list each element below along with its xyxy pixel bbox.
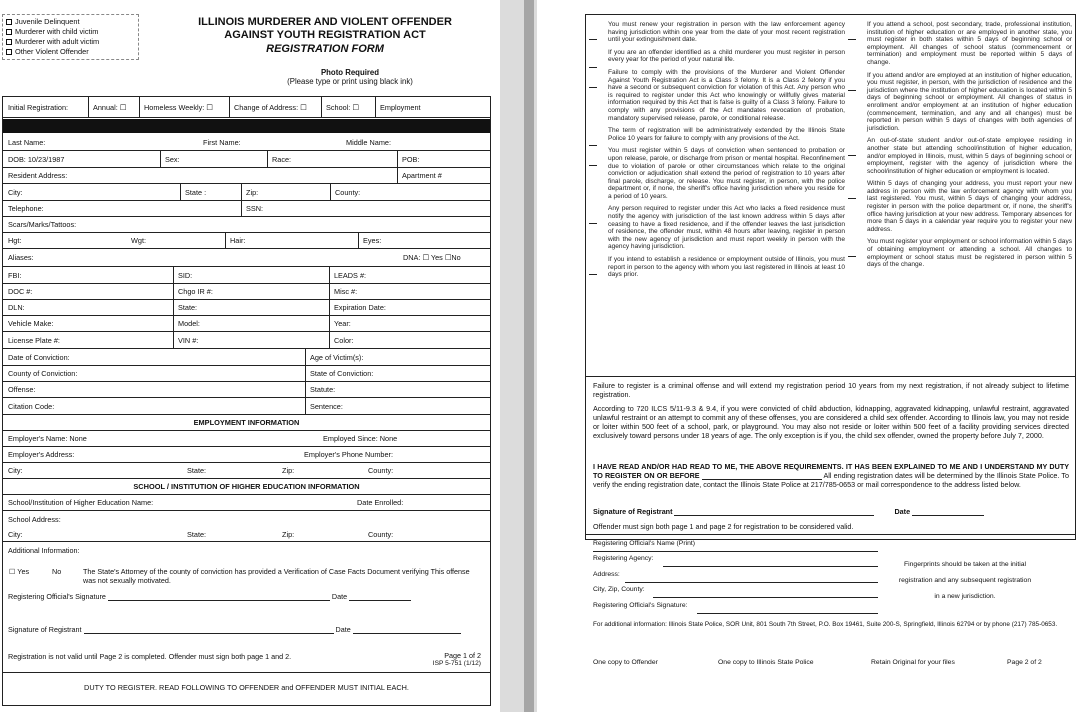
- title-line-1: ILLINOIS MURDERER AND VIOLENT OFFENDER: [198, 16, 452, 28]
- last-name-field[interactable]: Last Name:: [8, 137, 46, 147]
- verification-statement: The State's Attorney of the county of conviction has provided a Verification of Case Facts Document verifying This offense was not sexually motivated.: [83, 567, 470, 585]
- employer-city-row: [3, 463, 490, 479]
- doc-row: [3, 284, 490, 300]
- date-enrolled-field[interactable]: Date Enrolled:: [357, 498, 404, 507]
- offense-field[interactable]: Offense:: [8, 385, 36, 394]
- failure-to-register-text: Failure to register is a criminal offense and will extend my registration period 10 years from my next registration, if not already subject to lifetime registration.: [593, 381, 1069, 399]
- chgo-ir-field[interactable]: Chgo IR #:: [178, 287, 213, 296]
- employed-since-field[interactable]: Employed Since: None: [323, 434, 398, 443]
- black-separator-bar: [3, 119, 490, 133]
- employment-option[interactable]: Employment: [380, 102, 421, 112]
- registrant-signature-label: Signature of Registrant: [593, 507, 673, 516]
- fingerprints-note: Fingerprints should be taken at the initial registration and any subsequent registration in a new jurisdiction.: [898, 561, 1032, 600]
- requirements-left-column: [608, 21, 845, 284]
- checkbox-icon[interactable]: [6, 29, 12, 35]
- ssn-field[interactable]: SSN:: [246, 204, 264, 213]
- registrant-signature-line: [8, 625, 461, 634]
- registering-agency-input[interactable]: [663, 566, 878, 567]
- vin-field[interactable]: VIN #:: [178, 335, 199, 345]
- checkbox-icon[interactable]: [6, 19, 12, 25]
- requirement-item: An out-of-state student and/or out-of-state employee residing in another state but attending school/institution of higher education, and/or employed in Illinois, must, within 5 days of beginning school or employment, register with the agency of jurisdiction where the school/institution of higher education or employment is located.: [867, 137, 1072, 175]
- acknowledgement-text: [593, 462, 1069, 489]
- doc-field[interactable]: DOC #:: [8, 287, 33, 296]
- sex-field[interactable]: Sex:: [165, 154, 180, 164]
- change-of-address-option[interactable]: Change of Address: ☐: [234, 102, 307, 112]
- vehicle-row: [3, 316, 490, 332]
- title-line-2: AGAINST YOUTH REGISTRATION ACT: [224, 29, 426, 41]
- requirement-item: If you attend and/or are employed at an institution of higher education, you must register, in person, with the jurisdiction of residence and the jurisdiction where the institution of higher education is located within 5 days of beginning school or employment. All changes of status in enrollment and/or employment at an institution of higher education (commencement, termination, and any and all changes) must be reported in person within 5 days of changes with both agencies of jurisdiction.: [867, 72, 1072, 133]
- conviction-date-row: [3, 349, 490, 366]
- acknowledgement-detail: All ending registration dates will be determined by the Illinois State Police. To verify the ending registration date, contact the Illinois State Police at 217/785-0653 or mail correspondence to the address listed below.: [593, 471, 1070, 489]
- vehicle-make-field[interactable]: Vehicle Make:: [8, 319, 54, 328]
- requirement-item: Failure to comply with the provisions of the Murderer and Violent Offender Against Youth Registration Act is a Class 3 felony. It is a Class 2 felony if you have a second or subsequent conviction for violation of this Act. Any person who is required to register under this Act who knowingly or willfully gives material information required by this Act that is false is guilty of a Class 3 felony. Failure to comply with any provisions of the Act mandates revocation of probation, mandatory supervised release, parole, or conditional release.: [608, 69, 845, 122]
- school-city-field[interactable]: City:: [8, 529, 23, 539]
- category-option[interactable]: Murderer with child victim: [6, 27, 135, 37]
- requirement-item: If you attend a school, post secondary, trade, professional institution, institution of higher education or are employed in another state, you must register in both states within 5 days of beginning school or employment. All changes of school status (commencement or termination) and employment must be reported within 5 days of change.: [867, 21, 1072, 67]
- school-section-heading: SCHOOL / INSTITUTION OF HIGHER EDUCATION INFORMATION: [133, 482, 360, 491]
- employer-address-field[interactable]: Employer's Address:: [8, 450, 75, 459]
- checkbox-icon[interactable]: [6, 39, 12, 45]
- school-heading-row: [3, 479, 490, 495]
- dob-row: [3, 151, 490, 168]
- scars-field[interactable]: Scars/Marks/Tattoos:: [8, 220, 77, 229]
- address-label: Address:: [593, 571, 620, 578]
- school-address-field[interactable]: School Address:: [8, 514, 61, 524]
- official-name-input[interactable]: [593, 551, 878, 552]
- official-signature-label: Registering Official's Signature:: [593, 602, 688, 609]
- scars-row: [3, 217, 490, 233]
- homeless-weekly-option[interactable]: Homeless Weekly: ☐: [144, 102, 213, 112]
- form-title: [150, 16, 500, 56]
- ids-row: [3, 267, 490, 284]
- requirement-item: The term of registration will be administratively extended by the Illinois State Police 10 years for failure to comply with any provisions of the Act.: [608, 127, 845, 142]
- fbi-field[interactable]: FBI:: [8, 270, 22, 280]
- employer-state-field[interactable]: State:: [187, 466, 207, 475]
- requirement-item: Within 5 days of changing your address, you must report your new address in person with the law enforcement agency with whom you last registered. You must, within 5 days of changing your address, register in person with the police department or, if none, the sheriff's office having jurisdiction at your new address. Temporary absences for more than 5 days in a calendar year require you to register your new address.: [867, 180, 1072, 233]
- employment-heading-row: [3, 415, 490, 431]
- telephone-field[interactable]: Telephone:: [8, 204, 44, 213]
- verification-yes-option[interactable]: ☐ Yes: [9, 567, 30, 576]
- state-field[interactable]: State :: [185, 187, 207, 197]
- school-state-field[interactable]: State:: [187, 529, 207, 539]
- scrollbar[interactable]: [524, 0, 534, 712]
- page-number: Page 2 of 2: [1007, 659, 1042, 666]
- height-field[interactable]: Hgt:: [8, 236, 22, 245]
- annual-option[interactable]: Annual: ☐: [93, 102, 127, 112]
- photo-note: [200, 68, 500, 86]
- copy-to-offender: One copy to Offender: [593, 659, 658, 666]
- dln-row: [3, 300, 490, 316]
- license-plate-field[interactable]: License Plate #:: [8, 335, 60, 345]
- offense-row: [3, 382, 490, 398]
- dna-option[interactable]: DNA: ☐ Yes ☐No: [403, 253, 461, 262]
- ilcs-statute-text: According to 720 ILCS 5/11-9.3 & 9.4, if you were convicted of child abduction, kidnapping, aggravated kidnapping, unlawful restraint, aggravated unlawful restraint or an attempt to commit any of these offenses, you are considered a child sex offender. According to Illinois law, you may not reside or loiter within 500 feet of a school, park, or playground. You may also not reside or loiter within 500 feet of a facility providing services directed exclusively toward persons under 18 years of age. The only exception is if you, the child sex offender, owned the property before July 7, 2000.: [593, 404, 1069, 440]
- employer-zip-field[interactable]: Zip:: [282, 466, 295, 475]
- verification-no-option[interactable]: No: [52, 567, 62, 576]
- date-label: Date: [331, 592, 348, 601]
- aliases-row: [3, 249, 490, 267]
- requirement-item: Any person required to register under this Act who lacks a fixed residence must notify the agency with jurisdiction of the last known address within 5 days after ceasing to have a fixed residence, and if the offender leaves the last jurisdiction of residence, the offender must, within 48 hours after leaving, register in person with the new agency of jurisdiction and must report weekly in person with the agency having jurisdiction.: [608, 205, 845, 251]
- citation-row: [3, 398, 490, 415]
- model-field[interactable]: Model:: [178, 319, 200, 328]
- citation-code-field[interactable]: Citation Code:: [8, 401, 55, 411]
- registering-agency-label: Registering Agency:: [593, 555, 654, 562]
- section-divider: [585, 376, 1076, 377]
- school-county-field[interactable]: County:: [368, 529, 394, 539]
- requirement-item: You must register within 5 days of conviction when sentenced to probation or upon release, parole, or discharge from prison or mental hospital. Reconfinement due to violation of parole or other circumstances which relate to the original conviction or adjudication shall extend the period of registration to 10 years after final parole, discharge, or release. You must register, in person, with the police department or, if none, the sheriff's office having jurisdiction where you reside for a period of 10 years.: [608, 147, 845, 200]
- county-of-conviction-field[interactable]: County of Conviction:: [8, 369, 78, 378]
- statute-field[interactable]: Statute:: [310, 385, 336, 394]
- weight-field[interactable]: Wgt:: [131, 236, 146, 245]
- official-signature-line: [8, 592, 411, 601]
- requirement-item: If you are an offender identified as a child murderer you must register in person every year for the period of your natural life.: [608, 49, 845, 64]
- first-name-field[interactable]: First Name:: [203, 137, 241, 147]
- requirement-item: You must register your employment or school information within 5 days of obtaining employment or attending a school. All changes to employment or school status must be registered in person within 5 days of the change.: [867, 238, 1072, 268]
- county-field[interactable]: County:: [335, 187, 361, 197]
- form-page-1: [0, 0, 500, 712]
- requirement-item: You must renew your registration in person with the law enforcement agency having jurisdiction within one year from the date of your most recent registration until your extinguishment date.: [608, 21, 845, 44]
- registration-type-row: [3, 96, 490, 118]
- school-zip-field[interactable]: Zip:: [282, 529, 295, 539]
- requirement-item: If you intend to establish a residence or employment outside of Illinois, you must report in person to the agency with whom you last registered in Illinois at least 10 days prior.: [608, 256, 845, 279]
- race-field[interactable]: Race:: [272, 154, 292, 164]
- employer-name-field[interactable]: Employer's Name: None: [8, 434, 87, 443]
- employer-name-row: [3, 431, 490, 447]
- registration-form-grid: [2, 96, 491, 706]
- retain-original: Retain Original for your files: [871, 659, 955, 666]
- signature-date-input[interactable]: [912, 509, 984, 516]
- title-line-3: REGISTRATION FORM: [266, 43, 384, 55]
- registrant-signature-input[interactable]: [674, 509, 874, 516]
- ink-instruction: (Please type or print using black ink): [287, 77, 413, 86]
- misc-field[interactable]: Misc #:: [334, 287, 358, 296]
- date-of-conviction-field[interactable]: Date of Conviction:: [8, 352, 70, 362]
- validity-note: Registration is not valid until Page 2 is completed. Offender must sign both page 1 and 2.: [8, 652, 292, 661]
- school-option[interactable]: School: ☐: [326, 102, 359, 112]
- registrant-signature-input[interactable]: [84, 627, 334, 634]
- aliases-field[interactable]: Aliases:: [8, 253, 34, 262]
- acknowledgement-bold: I HAVE READ AND/OR HAD READ TO ME, THE ABOVE REQUIREMENTS. IT HAS BEEN EXPLAINED TO ME AND I UNDERSTAND MY DUTY TO REGISTER ON OR BEFORE: [593, 462, 1069, 480]
- dln-field[interactable]: DLN:: [8, 303, 25, 312]
- footer-divider: [3, 672, 490, 673]
- duty-to-register-heading: DUTY TO REGISTER. READ FOLLOWING TO OFFENDER and OFFENDER MUST INITIAL EACH.: [84, 683, 409, 692]
- dl-state-field[interactable]: State:: [178, 303, 198, 312]
- expiration-field[interactable]: Expiration Date:: [334, 303, 386, 312]
- official-signature-label: Registering Official's Signature: [8, 592, 106, 601]
- leads-field[interactable]: LEADS #:: [334, 270, 367, 280]
- city-row: [3, 184, 490, 201]
- city-zip-county-label: City, Zip, County:: [593, 586, 645, 593]
- date-label: Date: [335, 625, 351, 634]
- school-name-row: [3, 495, 490, 511]
- ending-date-input[interactable]: [702, 473, 822, 480]
- color-field[interactable]: Color:: [334, 335, 354, 345]
- form-number: ISP 5-751 (1/12): [432, 660, 481, 667]
- official-name-label: Registering Official's Name (Print): [593, 540, 696, 547]
- official-date-input[interactable]: [349, 594, 411, 601]
- pob-field[interactable]: POB:: [402, 154, 420, 164]
- physical-row: [3, 233, 490, 249]
- category-option[interactable]: Murderer with adult victim: [6, 37, 135, 47]
- employer-address-row: [3, 447, 490, 463]
- state-of-conviction-field[interactable]: State of Conviction:: [310, 369, 374, 378]
- registrant-signature-label: Signature of Registrant: [8, 625, 82, 634]
- employer-city-field[interactable]: City:: [8, 466, 23, 475]
- signature-row: [593, 507, 1069, 516]
- requirements-right-column: [867, 21, 1072, 274]
- zip-field[interactable]: Zip:: [246, 187, 259, 197]
- resident-address-field[interactable]: Resident Address:: [8, 171, 68, 180]
- eyes-field[interactable]: Eyes:: [363, 236, 382, 245]
- employer-phone-field[interactable]: Employer's Phone Number:: [304, 450, 393, 459]
- telephone-row: [3, 201, 490, 217]
- photo-required-label: Photo Required: [320, 68, 380, 77]
- checkbox-icon[interactable]: [6, 49, 12, 55]
- page-number-block: [419, 651, 481, 667]
- school-name-field[interactable]: School/Institution of Higher Education Name:: [8, 498, 154, 507]
- sid-field[interactable]: SID:: [178, 270, 193, 280]
- lower-box-divider: [585, 534, 1076, 535]
- employer-county-field[interactable]: County:: [368, 466, 394, 475]
- age-of-victim-field[interactable]: Age of Victim(s):: [310, 352, 364, 362]
- form-page-2: [537, 0, 1080, 712]
- registrant-date-input[interactable]: [353, 627, 461, 634]
- official-signature-input[interactable]: [697, 613, 878, 614]
- city-field[interactable]: City:: [8, 187, 23, 197]
- name-row: [3, 134, 490, 151]
- copy-to-state-police: One copy to Illinois State Police: [718, 659, 814, 666]
- city-zip-county-input[interactable]: [653, 597, 878, 598]
- address-input[interactable]: [625, 582, 878, 583]
- offender-category-box: [2, 14, 139, 60]
- hair-field[interactable]: Hair:: [230, 236, 246, 245]
- employment-section-heading: EMPLOYMENT INFORMATION: [193, 418, 300, 427]
- year-field[interactable]: Year:: [334, 319, 351, 328]
- middle-name-field[interactable]: Middle Name:: [346, 137, 392, 147]
- sentence-field[interactable]: Sentence:: [310, 401, 343, 411]
- plate-row: [3, 332, 490, 349]
- category-option[interactable]: Other Violent Offender: [6, 47, 135, 57]
- sign-both-pages-note: Offender must sign both page 1 and page 2 for registration to be considered valid.: [593, 522, 854, 531]
- conviction-county-row: [3, 366, 490, 382]
- additional-info-label: Additional Information:: [8, 546, 80, 555]
- address-row: [3, 168, 490, 184]
- page-number: Page 1 of 2: [444, 651, 481, 660]
- apartment-field[interactable]: Apartment #: [402, 171, 442, 180]
- school-address-row: [3, 511, 490, 542]
- official-signature-input[interactable]: [108, 594, 330, 601]
- dob-field[interactable]: DOB: 10/23/1987: [8, 154, 65, 164]
- date-label: Date: [894, 507, 911, 516]
- initial-registration-option[interactable]: Initial Registration:: [8, 102, 69, 112]
- category-option[interactable]: Juvenile Delinquent: [6, 17, 135, 27]
- additional-information-text: For additional information: Illinois State Police, SOR Unit, 801 South 7th Street, P.O. Box 19461, Suite 200-S, Springfield, Illinois 62794 or by phone (217) 785-0653.: [593, 621, 1058, 628]
